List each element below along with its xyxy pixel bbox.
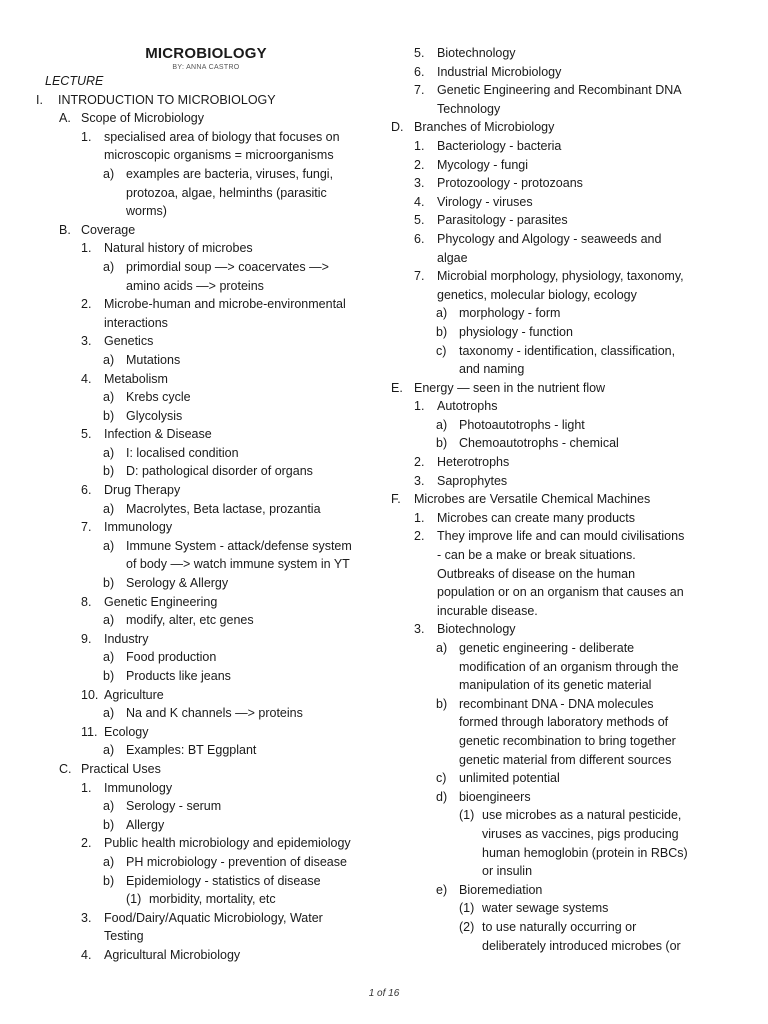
outline-text: Ecology bbox=[104, 724, 149, 739]
outline-marker: 1. bbox=[81, 241, 92, 256]
outline-marker: a) bbox=[103, 166, 115, 181]
outline-item bbox=[36, 927, 376, 946]
outline-text: formed through laboratory methods of bbox=[459, 715, 669, 730]
outline-item bbox=[414, 658, 734, 677]
outline-marker: a) bbox=[103, 650, 115, 665]
outline-text: genetic material from different sources bbox=[459, 752, 672, 767]
outline-text: taxonomy - identification, classification, bbox=[459, 343, 676, 358]
outline-text: morbidity, mortality, etc bbox=[149, 892, 276, 907]
outline-item bbox=[36, 797, 376, 816]
outline-item bbox=[414, 602, 734, 621]
outline-marker: c) bbox=[436, 343, 447, 358]
outline-text: Infection & Disease bbox=[104, 427, 212, 442]
outline-item bbox=[36, 202, 376, 221]
outline-text: Virology - viruses bbox=[437, 194, 533, 209]
outline-text: D: pathological disorder of organs bbox=[126, 464, 313, 479]
outline-item bbox=[391, 118, 734, 137]
outline-marker: 9. bbox=[81, 631, 92, 646]
outline-text: Microbes are Versatile Chemical Machines bbox=[414, 492, 651, 507]
outline-item bbox=[414, 676, 734, 695]
outline-item bbox=[36, 388, 376, 407]
outline-text: recombinant DNA - DNA molecules bbox=[459, 696, 654, 711]
outline-item bbox=[36, 146, 376, 165]
outline-text: population or on an organism that causes an bbox=[437, 585, 684, 600]
outline-item bbox=[414, 881, 734, 900]
outline-item bbox=[36, 518, 376, 537]
outline-marker: a) bbox=[103, 352, 115, 367]
outline-text: Macrolytes, Beta lactase, prozantia bbox=[126, 501, 321, 516]
right-column bbox=[391, 44, 734, 955]
outline-marker: 1. bbox=[414, 399, 425, 414]
outline-marker: e) bbox=[436, 882, 448, 897]
outline-text: Scope of Microbiology bbox=[81, 111, 204, 126]
outline-item bbox=[414, 193, 734, 212]
outline-marker: (1) bbox=[459, 808, 475, 823]
outline-list-left bbox=[36, 91, 376, 965]
outline-text: Phycology and Algology - seaweeds and bbox=[437, 231, 662, 246]
outline-item bbox=[36, 314, 376, 333]
outline-marker: 3. bbox=[414, 176, 425, 191]
outline-text: Agricultural Microbiology bbox=[104, 947, 241, 962]
outline-text: Immune System - attack/defense system bbox=[126, 538, 352, 553]
outline-marker: c) bbox=[436, 771, 447, 786]
outline-item bbox=[36, 444, 376, 463]
outline-item bbox=[414, 360, 734, 379]
outline-item bbox=[414, 565, 734, 584]
outline-item bbox=[414, 453, 734, 472]
outline-text: Energy — seen in the nutrient flow bbox=[414, 380, 606, 395]
outline-item bbox=[414, 137, 734, 156]
outline-marker: 3. bbox=[414, 622, 425, 637]
outline-marker: 4. bbox=[81, 947, 92, 962]
outline-item bbox=[36, 890, 376, 909]
outline-item bbox=[36, 277, 376, 296]
outline-text: Allergy bbox=[126, 817, 165, 832]
outline-item bbox=[36, 779, 376, 798]
outline-text: Practical Uses bbox=[81, 761, 161, 776]
outline-item bbox=[36, 946, 376, 965]
outline-marker: b) bbox=[103, 408, 115, 423]
outline-item bbox=[414, 434, 734, 453]
outline-marker: d) bbox=[436, 789, 448, 804]
outline-item bbox=[414, 639, 734, 658]
outline-item bbox=[414, 100, 734, 119]
outline-marker: C. bbox=[59, 761, 72, 776]
outline-item bbox=[414, 769, 734, 788]
outline-item bbox=[36, 611, 376, 630]
outline-text: Epidemiology - statistics of disease bbox=[126, 873, 321, 888]
outline-item bbox=[36, 239, 376, 258]
outline-text: Genetic Engineering bbox=[104, 594, 218, 609]
outline-marker: a) bbox=[103, 259, 115, 274]
outline-text: Industrial Microbiology bbox=[437, 64, 562, 79]
outline-text: Mycology - fungi bbox=[437, 157, 529, 172]
outline-marker: 1. bbox=[414, 138, 425, 153]
outline-text: Branches of Microbiology bbox=[414, 120, 555, 135]
outline-text: Glycolysis bbox=[126, 408, 183, 423]
outline-marker: b) bbox=[103, 464, 115, 479]
outline-item bbox=[36, 630, 376, 649]
outline-marker: a) bbox=[103, 854, 115, 869]
outline-marker: 2. bbox=[414, 455, 425, 470]
outline-marker: b) bbox=[103, 873, 115, 888]
outline-marker: 5. bbox=[81, 427, 92, 442]
page-number: 1 of 16 bbox=[368, 988, 400, 999]
outline-text: Immunology bbox=[104, 780, 173, 795]
outline-item bbox=[36, 741, 376, 760]
outline-text: Immunology bbox=[104, 520, 173, 535]
outline-text: Parasitology - parasites bbox=[437, 213, 568, 228]
outline-marker: 11. bbox=[81, 724, 98, 739]
outline-item bbox=[414, 825, 734, 844]
outline-item bbox=[414, 304, 734, 323]
outline-text: Krebs cycle bbox=[126, 390, 191, 405]
outline-item bbox=[36, 723, 376, 742]
outline-item bbox=[414, 416, 734, 435]
outline-marker: 2. bbox=[81, 297, 92, 312]
outline-text: examples are bacteria, viruses, fungi, bbox=[126, 166, 334, 181]
outline-text: Autotrophs bbox=[437, 399, 498, 414]
outline-item bbox=[36, 165, 376, 184]
outline-item bbox=[36, 91, 376, 110]
outline-text: Products like jeans bbox=[126, 669, 231, 683]
outline-text: Mutations bbox=[126, 352, 181, 367]
outline-marker: (1) bbox=[126, 892, 142, 907]
outline-text: Biotechnology bbox=[437, 46, 516, 60]
outline-text: of body —> watch immune system in YT bbox=[126, 557, 350, 572]
outline-item bbox=[414, 751, 734, 770]
outline-item bbox=[414, 583, 734, 602]
outline-text: bioengineers bbox=[459, 789, 531, 804]
outline-marker: 5. bbox=[414, 213, 425, 228]
outline-text: or insulin bbox=[482, 864, 533, 879]
outline-text: morphology - form bbox=[459, 306, 561, 321]
outline-list-right bbox=[391, 44, 734, 955]
outline-item bbox=[414, 806, 734, 825]
outline-text: deliberately introduced microbes (or bbox=[482, 938, 681, 953]
outline-item bbox=[36, 462, 376, 481]
outline-text: Chemoautotrophs - chemical bbox=[459, 436, 619, 451]
outline-item bbox=[36, 407, 376, 426]
outline-marker: b) bbox=[436, 696, 448, 711]
outline-item bbox=[414, 509, 734, 528]
outline-text: genetic recombination to bring together bbox=[459, 733, 676, 748]
outline-text: Bacteriology - bacteria bbox=[437, 138, 562, 153]
outline-text: unlimited potential bbox=[459, 771, 560, 786]
outline-marker: F. bbox=[391, 492, 401, 507]
outline-text: Outbreaks of disease on the human bbox=[437, 566, 636, 581]
outline-text: incurable disease. bbox=[437, 603, 538, 618]
outline-text: worms) bbox=[126, 204, 167, 219]
outline-marker: 6. bbox=[81, 483, 92, 498]
outline-item bbox=[36, 555, 376, 574]
outline-text: genetic engineering - deliberate bbox=[459, 641, 635, 655]
outline-marker: b) bbox=[436, 324, 448, 339]
outline-text: specialised area of biology that focuses on bbox=[104, 129, 340, 144]
outline-marker: 3. bbox=[81, 910, 92, 925]
outline-item bbox=[36, 109, 376, 128]
document-author: BY: ANNA CASTRO bbox=[172, 64, 240, 71]
outline-text: genetics, molecular biology, ecology bbox=[437, 287, 637, 302]
outline-text: human hemoglobin (protein in RBCs) bbox=[482, 845, 688, 860]
outline-item bbox=[36, 872, 376, 891]
outline-text: Technology bbox=[437, 101, 501, 116]
outline-item bbox=[414, 211, 734, 230]
outline-item bbox=[414, 249, 734, 268]
outline-text: Public health microbiology and epidemiology bbox=[104, 836, 351, 851]
outline-item bbox=[414, 472, 734, 491]
outline-item bbox=[414, 862, 734, 881]
outline-item bbox=[36, 537, 376, 556]
outline-item bbox=[36, 574, 376, 593]
outline-item bbox=[391, 379, 734, 398]
outline-item bbox=[36, 184, 376, 203]
outline-item bbox=[36, 500, 376, 519]
outline-item bbox=[36, 834, 376, 853]
outline-item bbox=[36, 425, 376, 444]
outline-text: water sewage systems bbox=[482, 901, 609, 916]
outline-text: Metabolism bbox=[104, 371, 168, 386]
outline-marker: 2. bbox=[414, 157, 425, 172]
outline-marker: 5. bbox=[414, 46, 425, 60]
outline-text: Genetics bbox=[104, 334, 154, 349]
outline-marker: 4. bbox=[414, 194, 425, 209]
outline-text: Drug Therapy bbox=[104, 483, 181, 498]
outline-text: Microbe-human and microbe-environmental bbox=[104, 297, 346, 312]
outline-marker: 3. bbox=[414, 473, 425, 488]
outline-item bbox=[36, 853, 376, 872]
outline-item bbox=[414, 918, 734, 937]
outline-marker: D. bbox=[391, 120, 404, 135]
outline-marker: I. bbox=[36, 92, 43, 107]
outline-marker: (1) bbox=[459, 901, 475, 916]
outline-marker: 1. bbox=[81, 780, 92, 795]
outline-marker: 10. bbox=[81, 687, 99, 702]
outline-marker: a) bbox=[103, 706, 115, 721]
outline-text: modify, alter, etc genes bbox=[126, 613, 254, 628]
outline-marker: a) bbox=[103, 445, 115, 460]
outline-item bbox=[414, 174, 734, 193]
outline-item bbox=[36, 221, 376, 240]
outline-text: Photoautotrophs - light bbox=[459, 417, 585, 432]
outline-text: PH microbiology - prevention of disease bbox=[126, 854, 347, 869]
outline-item bbox=[36, 258, 376, 277]
title-block bbox=[36, 44, 376, 72]
outline-item bbox=[36, 667, 376, 686]
outline-marker: 3. bbox=[81, 334, 92, 349]
outline-text: use microbes as a natural pesticide, bbox=[482, 808, 682, 823]
outline-text: Testing bbox=[104, 929, 144, 944]
outline-item bbox=[36, 909, 376, 928]
outline-marker: 8. bbox=[81, 594, 92, 609]
outline-text: Serology - serum bbox=[126, 799, 222, 814]
outline-text: They improve life and can mould civilisations bbox=[437, 529, 685, 544]
outline-item bbox=[414, 527, 734, 546]
outline-item bbox=[414, 732, 734, 751]
outline-marker: b) bbox=[436, 436, 448, 451]
outline-item bbox=[414, 230, 734, 249]
outline-marker: E. bbox=[391, 380, 403, 395]
outline-marker: 7. bbox=[81, 520, 92, 535]
outline-item bbox=[36, 760, 376, 779]
outline-item bbox=[36, 704, 376, 723]
outline-item bbox=[36, 351, 376, 370]
outline-text: Food/Dairy/Aquatic Microbiology, Water bbox=[104, 910, 323, 925]
outline-item bbox=[414, 788, 734, 807]
outline-text: protozoa, algae, helminths (parasitic bbox=[126, 185, 327, 200]
outline-text: Natural history of microbes bbox=[104, 241, 253, 256]
outline-item bbox=[36, 686, 376, 705]
outline-item bbox=[414, 713, 734, 732]
outline-text: manipulation of its genetic material bbox=[459, 678, 652, 693]
outline-text: to use naturally occurring or bbox=[482, 919, 637, 934]
outline-item bbox=[414, 44, 734, 63]
outline-marker: 7. bbox=[414, 269, 425, 284]
outline-text: primordial soup —> coacervates —> bbox=[126, 259, 329, 274]
outline-text: Saprophytes bbox=[437, 473, 508, 488]
outline-text: Coverage bbox=[81, 222, 136, 237]
outline-marker: B. bbox=[59, 222, 71, 237]
outline-item bbox=[414, 286, 734, 305]
outline-text: microscopic organisms = microorganisms bbox=[104, 148, 334, 163]
outline-text: Microbial morphology, physiology, taxonomy, bbox=[437, 269, 684, 284]
outline-item bbox=[36, 128, 376, 147]
outline-item bbox=[36, 295, 376, 314]
outline-item bbox=[414, 156, 734, 175]
outline-marker: A. bbox=[59, 111, 71, 126]
outline-marker: b) bbox=[103, 576, 115, 591]
outline-item bbox=[414, 342, 734, 361]
outline-text: and naming bbox=[459, 362, 525, 377]
outline-text: Examples: BT Eggplant bbox=[126, 743, 257, 758]
outline-marker: a) bbox=[436, 417, 448, 432]
outline-marker: 1. bbox=[81, 129, 92, 144]
outline-item bbox=[391, 490, 734, 509]
outline-item bbox=[36, 370, 376, 389]
outline-marker: 4. bbox=[81, 371, 92, 386]
outline-item bbox=[414, 323, 734, 342]
outline-marker: a) bbox=[103, 538, 115, 553]
outline-text: modification of an organism through the bbox=[459, 659, 679, 674]
outline-item bbox=[414, 899, 734, 918]
outline-marker: 1. bbox=[414, 510, 425, 525]
outline-marker: a) bbox=[436, 641, 448, 655]
outline-item bbox=[36, 481, 376, 500]
outline-marker: a) bbox=[103, 799, 115, 814]
outline-item bbox=[36, 332, 376, 351]
outline-item bbox=[414, 695, 734, 714]
document-title: MICROBIOLOGY bbox=[145, 45, 267, 62]
outline-text: Serology & Allergy bbox=[126, 576, 229, 591]
outline-text: Bioremediation bbox=[459, 882, 543, 897]
outline-marker: 6. bbox=[414, 64, 425, 79]
outline-text: Protozoology - protozoans bbox=[437, 176, 583, 191]
outline-text: Na and K channels —> proteins bbox=[126, 706, 303, 721]
outline-item bbox=[36, 593, 376, 612]
outline-text: physiology - function bbox=[459, 324, 573, 339]
outline-item bbox=[414, 620, 734, 639]
outline-text: Heterotrophs bbox=[437, 455, 510, 470]
outline-item bbox=[414, 397, 734, 416]
outline-item bbox=[414, 63, 734, 82]
outline-text: Microbes can create many products bbox=[437, 510, 636, 525]
outline-marker: a) bbox=[103, 743, 115, 758]
outline-text: viruses as vaccines, pigs producing bbox=[482, 826, 679, 841]
outline-item bbox=[36, 816, 376, 835]
outline-text: Genetic Engineering and Recombinant DNA bbox=[437, 83, 682, 98]
outline-text: Biotechnology bbox=[437, 622, 516, 637]
outline-item bbox=[414, 546, 734, 565]
outline-marker: a) bbox=[103, 390, 115, 405]
outline-item bbox=[414, 81, 734, 100]
outline-marker: b) bbox=[103, 817, 115, 832]
outline-text: I: localised condition bbox=[126, 445, 239, 460]
outline-marker: a) bbox=[436, 306, 448, 321]
outline-item bbox=[414, 267, 734, 286]
outline-item bbox=[414, 937, 734, 956]
outline-text: INTRODUCTION TO MICROBIOLOGY bbox=[58, 92, 276, 107]
outline-text: Agriculture bbox=[104, 687, 164, 702]
outline-text: amino acids —> proteins bbox=[126, 278, 264, 293]
outline-item bbox=[414, 844, 734, 863]
outline-item bbox=[36, 648, 376, 667]
left-column bbox=[36, 44, 376, 965]
outline-text: algae bbox=[437, 250, 468, 265]
outline-text: interactions bbox=[104, 315, 168, 330]
outline-marker: 6. bbox=[414, 231, 425, 246]
outline-marker: a) bbox=[103, 501, 115, 516]
outline-marker: (2) bbox=[459, 919, 475, 934]
outline-text: Food production bbox=[126, 650, 217, 665]
outline-marker: 7. bbox=[414, 83, 425, 98]
outline-text: Industry bbox=[104, 631, 149, 646]
outline-marker: b) bbox=[103, 669, 115, 683]
outline-marker: 2. bbox=[81, 836, 92, 851]
outline-marker: 2. bbox=[414, 529, 425, 544]
outline-marker: a) bbox=[103, 613, 115, 628]
section-label: LECTURE bbox=[45, 74, 104, 88]
outline-text: - can be a make or break situations. bbox=[437, 548, 636, 563]
